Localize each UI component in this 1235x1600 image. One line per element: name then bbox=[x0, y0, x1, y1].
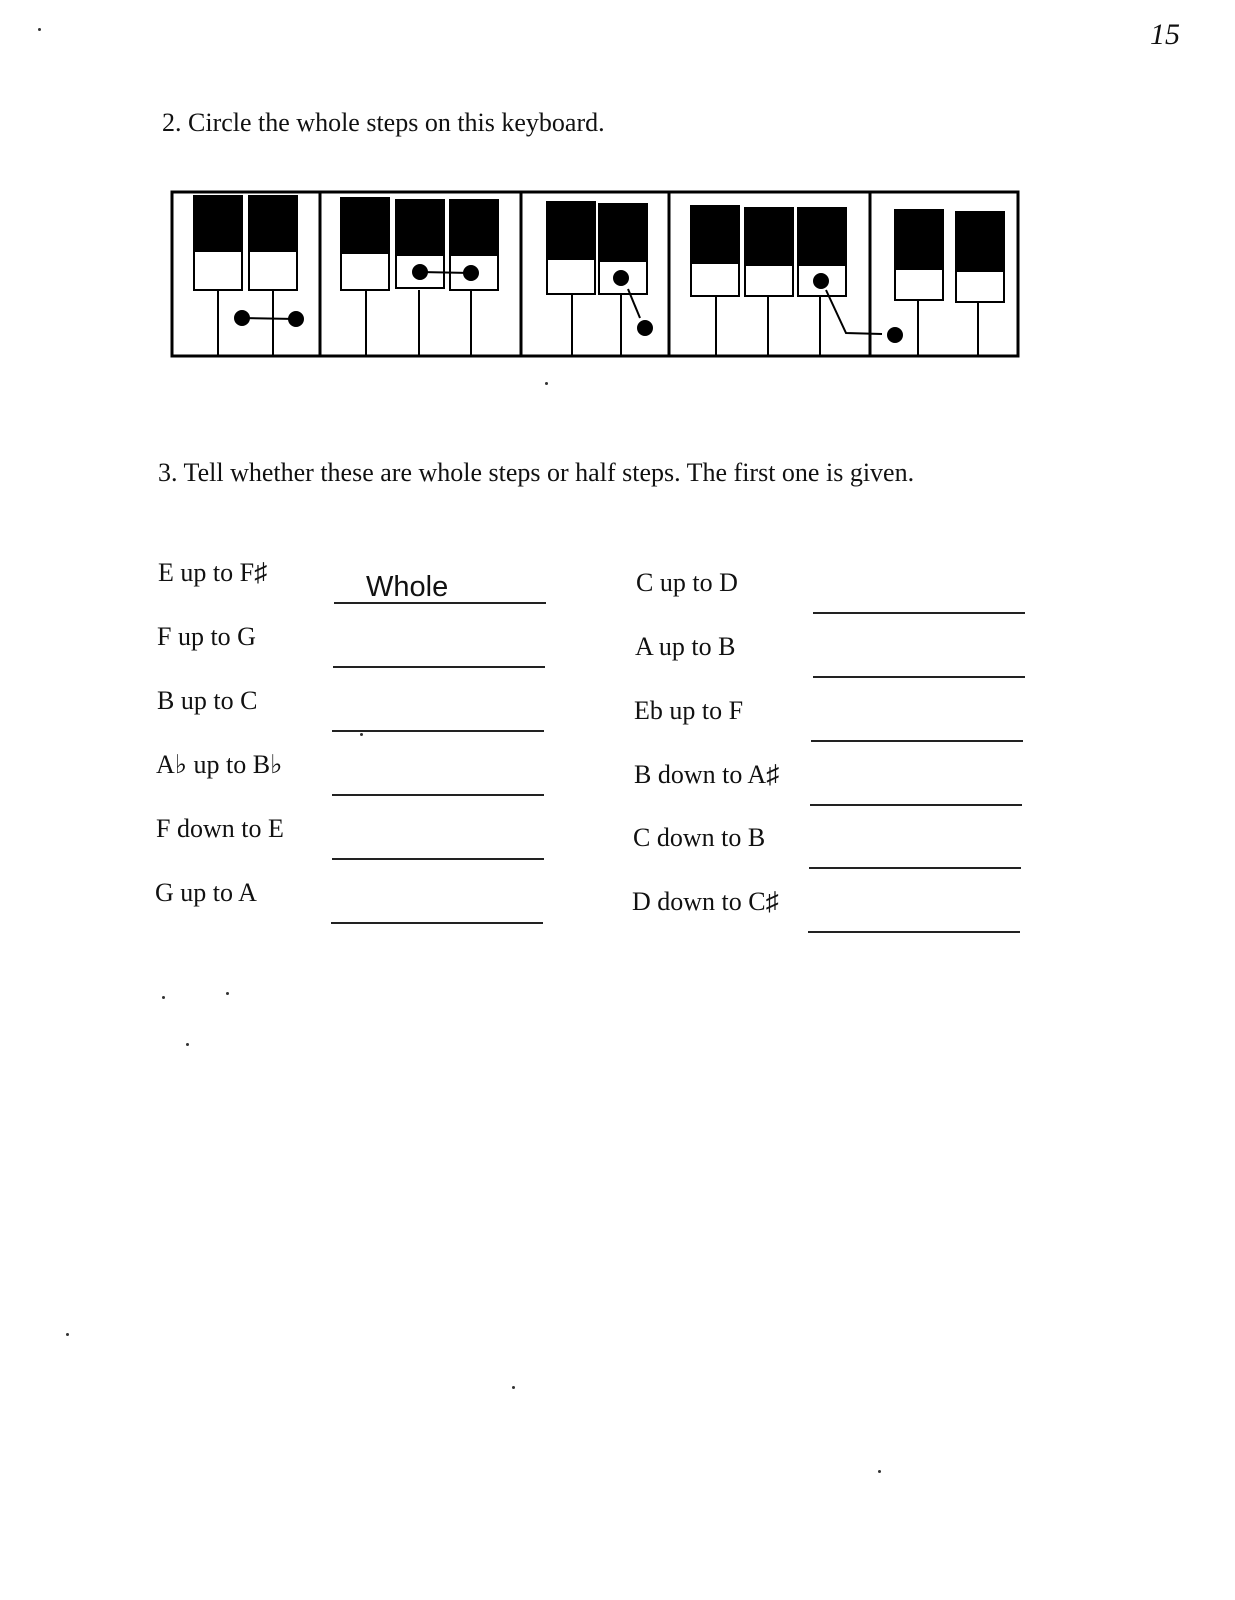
scan-speck bbox=[186, 1043, 189, 1046]
question-2-prompt: 2. Circle the whole steps on this keyboard. bbox=[162, 108, 605, 137]
interval-label: G up to A bbox=[155, 878, 257, 907]
interval-label: C down to B bbox=[633, 823, 766, 852]
answer-blank[interactable] bbox=[332, 768, 544, 796]
answer-blank[interactable] bbox=[810, 778, 1022, 806]
page-number: 15 bbox=[1150, 18, 1180, 51]
interval-label: A up to B bbox=[635, 632, 736, 661]
scan-speck bbox=[38, 28, 41, 31]
scan-speck bbox=[360, 733, 363, 736]
scan-speck bbox=[545, 382, 548, 385]
answer-text: Whole bbox=[366, 571, 449, 603]
step-dot bbox=[888, 328, 902, 342]
answer-blank[interactable] bbox=[808, 905, 1020, 933]
interval-label: A♭ up to B♭ bbox=[156, 750, 283, 779]
scan-speck bbox=[226, 992, 229, 995]
scan-speck bbox=[878, 1470, 881, 1473]
answer-blank[interactable] bbox=[331, 896, 543, 924]
answer-blank[interactable] bbox=[334, 571, 546, 604]
interval-label: D down to C♯ bbox=[632, 887, 779, 916]
scan-speck bbox=[512, 1386, 515, 1389]
interval-label: F down to E bbox=[156, 814, 284, 843]
interval-label: B up to C bbox=[157, 686, 258, 715]
step-dot bbox=[614, 271, 628, 285]
answer-blank[interactable] bbox=[811, 714, 1023, 742]
interval-label: C up to D bbox=[636, 568, 738, 597]
piano-keyboard bbox=[170, 190, 1022, 380]
answer-blank[interactable] bbox=[332, 704, 544, 732]
scan-speck bbox=[66, 1333, 69, 1336]
interval-label: F up to G bbox=[157, 622, 256, 651]
answer-blank[interactable] bbox=[809, 841, 1021, 869]
answer-blank[interactable] bbox=[333, 640, 545, 668]
answer-blank[interactable] bbox=[332, 832, 544, 860]
step-dot bbox=[638, 321, 652, 335]
interval-label: E up to F♯ bbox=[158, 558, 268, 587]
interval-label: B down to A♯ bbox=[634, 760, 780, 789]
scan-speck bbox=[162, 996, 165, 999]
question-3-prompt: 3. Tell whether these are whole steps or half steps. The first one is given. bbox=[158, 458, 915, 487]
answer-blank[interactable] bbox=[813, 650, 1025, 678]
answer-blank[interactable] bbox=[813, 586, 1025, 614]
interval-label: Eb up to F bbox=[634, 696, 744, 725]
step-dot bbox=[814, 274, 828, 288]
